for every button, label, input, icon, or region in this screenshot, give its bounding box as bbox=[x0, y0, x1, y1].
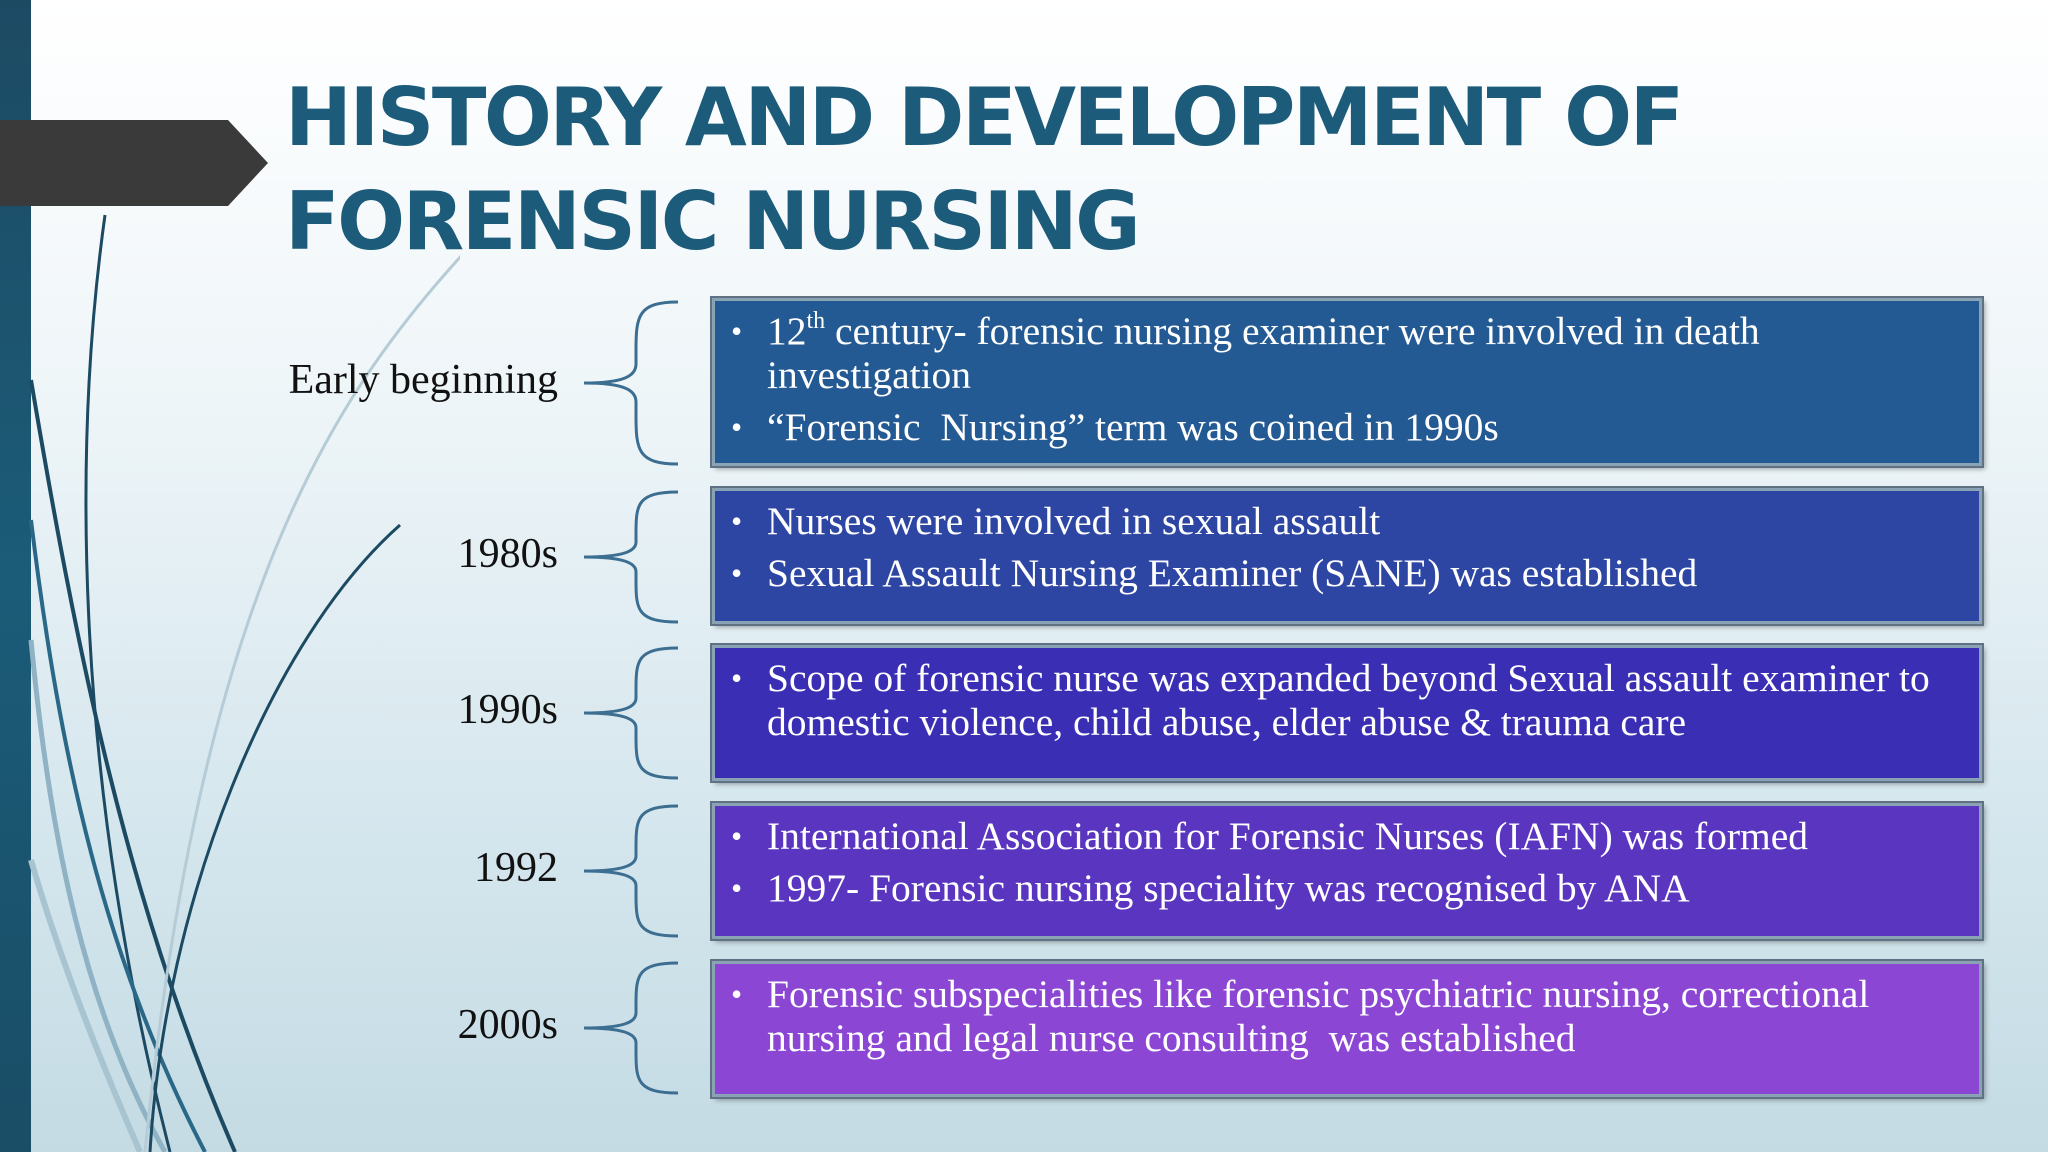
era-label-early-beginning: Early beginning bbox=[288, 357, 558, 403]
era-label-1992: 1992 bbox=[474, 845, 558, 891]
bullet-item: • Forensic subspecialities like forensic psychiatric nursing, correctional nursing and legal nurse consulting was established bbox=[729, 972, 1969, 1060]
curly-brace-icon bbox=[578, 488, 682, 626]
timeline-box-early-beginning bbox=[712, 298, 1982, 466]
curly-brace-icon bbox=[578, 802, 682, 940]
bullet-item: • “Forensic Nursing” term was coined in 1990s bbox=[729, 405, 1969, 449]
timeline-box-1980s bbox=[712, 488, 1982, 624]
slide-title: HISTORY AND DEVELOPMENT OF FORENSIC NURSING bbox=[285, 71, 1682, 268]
timeline-box-1990s bbox=[712, 645, 1982, 781]
curly-brace-icon bbox=[578, 644, 682, 782]
timeline-box-1992 bbox=[712, 803, 1982, 939]
era-label-1990s: 1990s bbox=[457, 687, 558, 733]
bullet-item: • International Association for Forensic Nurses (IAFN) was formed bbox=[729, 814, 1969, 858]
era-label-1980s: 1980s bbox=[457, 531, 558, 577]
bullet-item: • 1997- Forensic nursing speciality was recognised by ANA bbox=[729, 866, 1969, 910]
arrow-tab-shape bbox=[0, 120, 270, 206]
bullet-item: • Sexual Assault Nursing Examiner (SANE) was established bbox=[729, 551, 1969, 595]
timeline-box-2000s bbox=[712, 961, 1982, 1097]
bullet-item: • Scope of forensic nurse was expanded beyond Sexual assault examiner to domestic violence, child abuse, elder abuse & trauma care bbox=[729, 656, 1969, 744]
curly-brace-icon bbox=[578, 298, 682, 468]
bullet-item: • 12th century- forensic nursing examiner were involved in death investigation bbox=[729, 309, 1969, 397]
bullet-item: • Nurses were involved in sexual assault bbox=[729, 499, 1969, 543]
era-label-2000s: 2000s bbox=[457, 1002, 558, 1048]
curly-brace-icon bbox=[578, 959, 682, 1097]
